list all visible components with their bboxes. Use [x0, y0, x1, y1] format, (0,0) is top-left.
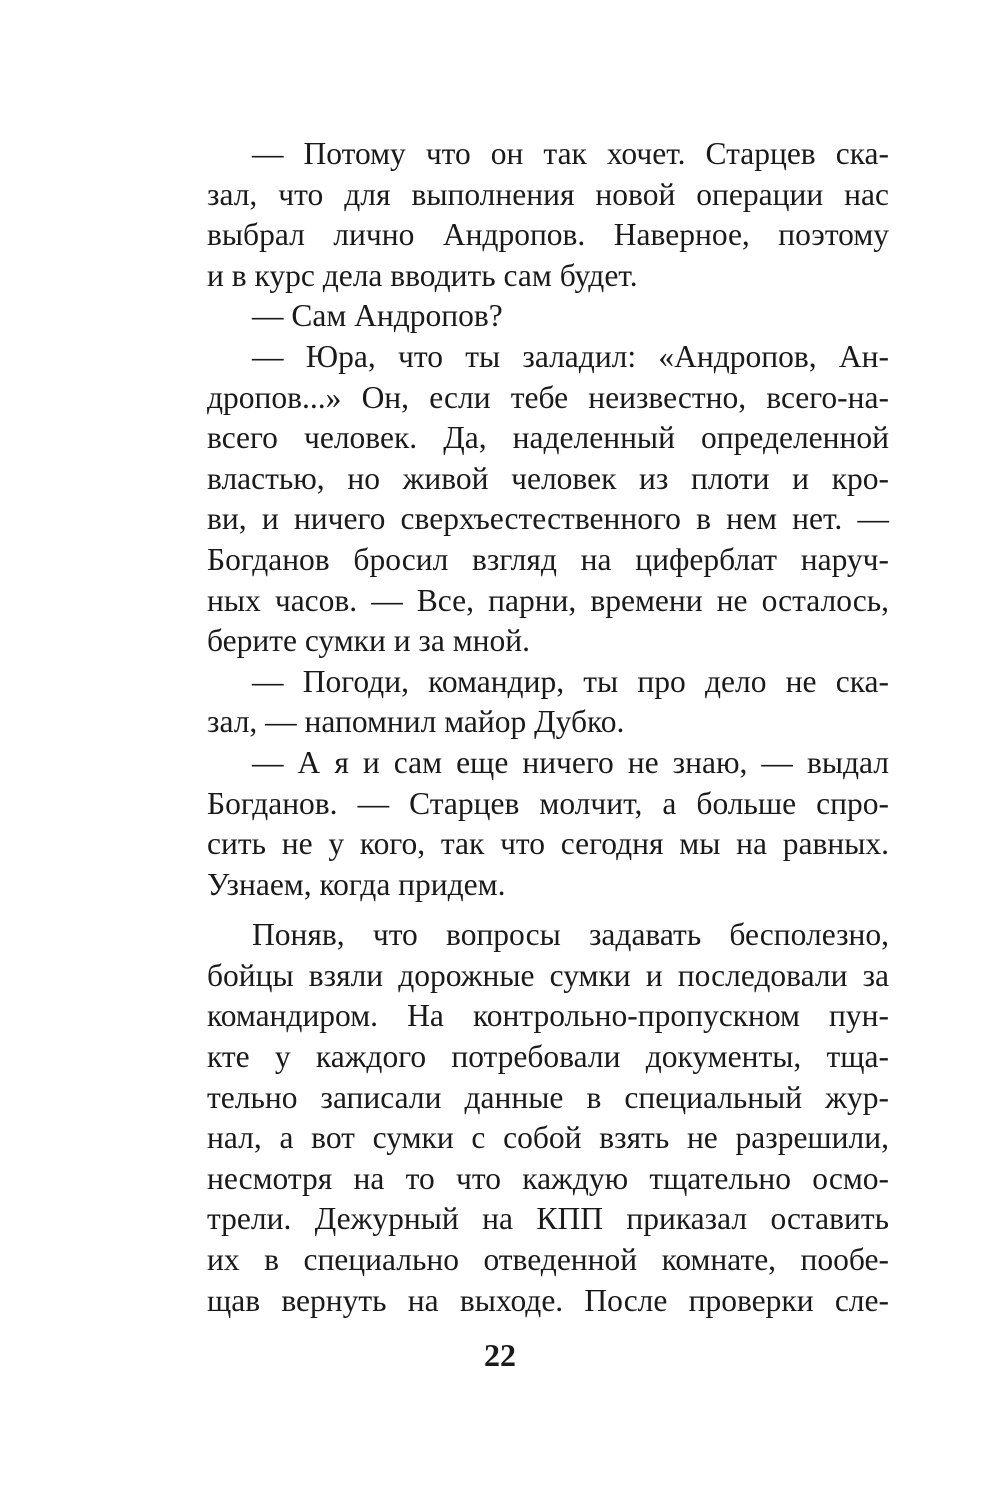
text-line: — Погоди, командир, ты про дело не ска- [252, 663, 889, 699]
text-line: трели. Дежурный на КПП приказал оставить [207, 1201, 889, 1237]
text-line: берите сумки и за мной. [207, 623, 530, 659]
text-line: несмотря на то что каждую тщательно осмо- [207, 1160, 889, 1196]
book-page-text [207, 134, 889, 1321]
text-line: властью, но живой человек из плоти и кро- [207, 460, 889, 496]
text-line: — Сам Андропов? [252, 298, 503, 334]
text-line: командиром. На контрольно-пропускном пун- [207, 998, 889, 1034]
text-line: зал, — напомнил майор Дубко. [207, 704, 625, 740]
text-line: всего человек. Да, наделенный определенной [207, 420, 889, 456]
text-line: их в специально отведенной комнате, пообе- [207, 1242, 889, 1278]
text-line: щав вернуть на выходе. После проверки сле- [207, 1282, 889, 1318]
text-line: Богданов бросил взгляд на циферблат наруч- [207, 541, 889, 577]
text-line: — Юра, что ты заладил: «Андропов, Ан- [252, 338, 889, 374]
paragraph-gap [207, 905, 889, 915]
text-line: — А я и сам еще ничего не знаю, — выдал [252, 744, 889, 780]
text-line: — Потому что он так хочет. Старцев ска- [252, 136, 889, 171]
text-line: зал, что для выполнения новой операции нас [207, 176, 889, 212]
text-line: Поняв, что вопросы задавать бесполезно, [252, 917, 889, 953]
text-line: дропов...» Он, если тебе неизвестно, всего-на- [207, 379, 889, 415]
text-line: сить не у кого, так что сегодня мы на равных. [207, 826, 889, 862]
text-line: выбрал лично Андропов. Наверное, поэтому [207, 217, 889, 253]
text-line: бойцы взяли дорожные сумки и последовали за [207, 957, 889, 993]
text-line: ви, и ничего сверхъестественного в нем нет. — [207, 501, 889, 537]
text-line: нал, а вот сумки с собой взять не разрешили, [207, 1120, 889, 1156]
text-line: ных часов. — Все, парни, времени не осталось, [207, 582, 889, 618]
text-line: тельно записали данные в специальный жур- [207, 1079, 889, 1115]
page-number: 22 [484, 1337, 516, 1373]
text-line: Богданов. — Старцев молчит, а больше спро- [207, 785, 889, 821]
text-line: Узнаем, когда придем. [207, 866, 506, 902]
text-line: кте у каждого потребовали документы, тща- [207, 1039, 889, 1075]
text-line: и в курс дела вводить сам будет. [207, 257, 638, 293]
